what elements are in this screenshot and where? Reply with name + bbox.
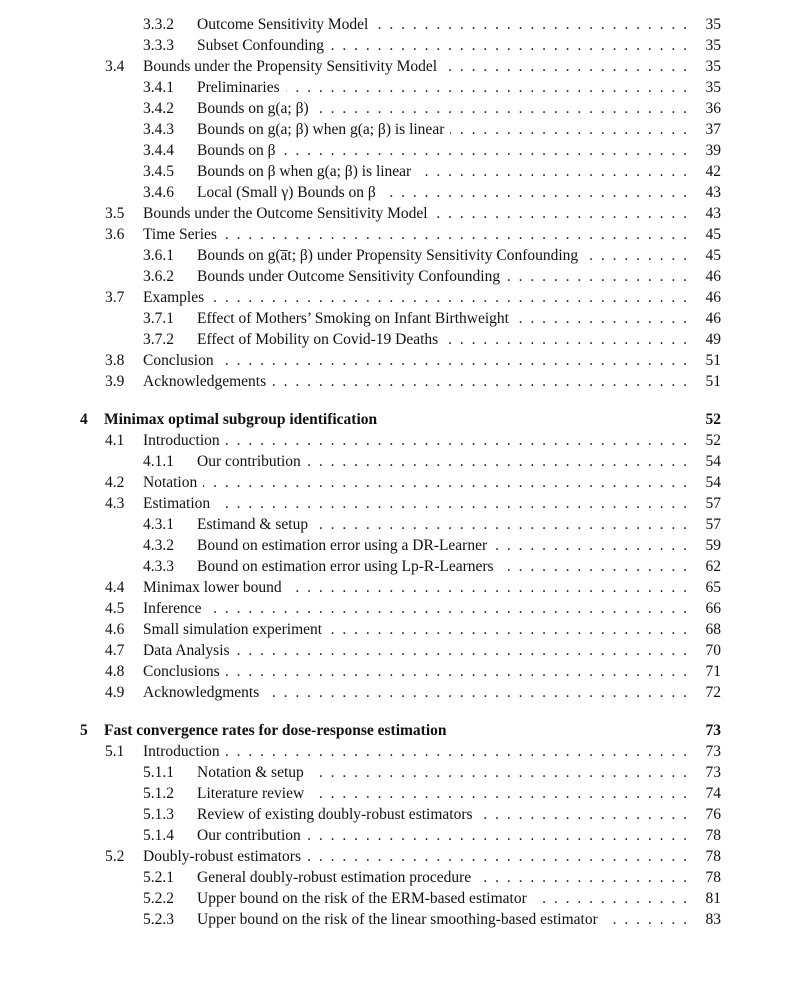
toc-entry-page: 83: [705, 911, 721, 928]
toc-entry-page: 81: [705, 890, 721, 907]
toc-entry-number: 4.1.1: [143, 453, 174, 470]
toc-entry-page: 78: [705, 848, 721, 865]
toc-entry-page: 46: [705, 268, 721, 285]
toc-entry[interactable]: [0, 888, 811, 909]
toc-entry[interactable]: [0, 640, 811, 661]
toc-entry-title: Time Series: [143, 226, 223, 243]
toc-entry-title: Upper bound on the risk of the ERM-based estimator: [197, 890, 533, 907]
toc-entry-title: Bounds under the Propensity Sensitivity Model: [143, 58, 443, 75]
toc-entry-number: 4.7: [105, 642, 125, 659]
toc-entry-title: Introduction: [143, 432, 226, 449]
toc-entry-page: 52: [705, 411, 721, 428]
toc-entry-title: Inference: [143, 600, 208, 617]
toc-entry-number: 4.2: [105, 474, 125, 491]
toc-entry-number: 5.1.2: [143, 785, 174, 802]
toc-entry-page: 49: [705, 331, 721, 348]
toc-entry-number: 5.2.2: [143, 890, 174, 907]
toc-entry-page: 51: [705, 373, 721, 390]
toc-entry-page: 74: [705, 785, 721, 802]
toc-entry[interactable]: [0, 909, 811, 930]
toc-entry-number: 3.4.6: [143, 184, 174, 201]
leader-dots: [143, 598, 687, 619]
toc-entry[interactable]: [0, 245, 811, 266]
toc-entry-number: 4.8: [105, 663, 125, 680]
toc-entry-page: 51: [705, 352, 721, 369]
toc-entry[interactable]: [0, 329, 811, 350]
toc-entry[interactable]: [0, 430, 811, 451]
toc-entry-title: Subset Confounding: [197, 37, 330, 54]
toc-entry-page: 35: [705, 16, 721, 33]
toc-entry[interactable]: [0, 598, 811, 619]
toc-entry[interactable]: [0, 287, 811, 308]
toc-entry-title: Bounds on g(a̅t; β) under Propensity Sensitivity Confounding: [197, 247, 584, 264]
toc-entry-title: Introduction: [143, 743, 226, 760]
toc-entry-number: 4.1: [105, 432, 125, 449]
toc-entry-page: 78: [705, 827, 721, 844]
toc-entry-title: Our contribution: [197, 827, 307, 844]
toc-entry-title: Estimation: [143, 495, 216, 512]
toc-entry-page: 57: [705, 495, 721, 512]
toc-entry-page: 73: [705, 743, 721, 760]
toc-entry[interactable]: [0, 266, 811, 287]
toc-entry[interactable]: [0, 846, 811, 867]
toc-entry-page: 65: [705, 579, 721, 596]
toc-entry-title: General doubly-robust estimation procedure: [197, 869, 477, 886]
toc-entry[interactable]: [0, 619, 811, 640]
toc-entry-number: 3.9: [105, 373, 125, 390]
leader-dots: [143, 224, 687, 245]
toc-entry-number: 4.5: [105, 600, 125, 617]
toc-entry[interactable]: [0, 308, 811, 329]
toc-entry-page: 76: [705, 806, 721, 823]
toc-entry-number: 3.7.1: [143, 310, 174, 327]
toc-entry-title: Fast convergence rates for dose-response estimation: [104, 722, 453, 739]
toc-entry[interactable]: [0, 119, 811, 140]
toc-entry[interactable]: [0, 825, 811, 846]
toc-entry-page: 43: [705, 205, 721, 222]
toc-entry-title: Acknowledgments: [143, 684, 265, 701]
toc-entry-page: 57: [705, 516, 721, 533]
toc-entry-title: Preliminaries: [197, 79, 286, 96]
toc-entry-page: 43: [705, 184, 721, 201]
toc-entry[interactable]: [0, 140, 811, 161]
toc-entry-title: Notation & setup: [197, 764, 310, 781]
toc-entry-title: Estimand & setup: [197, 516, 314, 533]
toc-entry-page: 66: [705, 600, 721, 617]
toc-entry[interactable]: [0, 371, 811, 392]
toc-entry-page: 78: [705, 869, 721, 886]
toc-entry-number: 4.3.3: [143, 558, 174, 575]
toc-entry-number: 4.3.2: [143, 537, 174, 554]
toc-entry-title: Effect of Mobility on Covid-19 Deaths: [197, 331, 444, 348]
toc-entry-page: 73: [705, 764, 721, 781]
toc-entry-page: 37: [705, 121, 721, 138]
toc-entry-page: 73: [705, 722, 721, 739]
toc-entry-title: Local (Small γ) Bounds on β: [197, 184, 382, 201]
toc-entry-number: 3.6: [105, 226, 125, 243]
toc-entry-number: 5.1.4: [143, 827, 174, 844]
toc-entry-number: 5.2.1: [143, 869, 174, 886]
toc-entry-page: 70: [705, 642, 721, 659]
toc-entry-page: 46: [705, 310, 721, 327]
toc-entry[interactable]: [0, 783, 811, 804]
toc-entry[interactable]: [0, 661, 811, 682]
toc-entry-title: Bounds under Outcome Sensitivity Confounding: [197, 268, 506, 285]
toc-entry-number: 3.4.1: [143, 79, 174, 96]
toc-entry-page: 46: [705, 289, 721, 306]
toc-entry-title: Conclusion: [143, 352, 220, 369]
toc-entry-number: 3.7: [105, 289, 125, 306]
toc-entry-title: Upper bound on the risk of the linear smoothing-based estimator: [197, 911, 604, 928]
toc-entry-page: 39: [705, 142, 721, 159]
toc-entry-title: Acknowledgements: [143, 373, 272, 390]
toc-entry[interactable]: [0, 203, 811, 224]
toc-entry[interactable]: [0, 14, 811, 35]
toc-entry-number: 3.5: [105, 205, 125, 222]
toc-entry-title: Minimax lower bound: [143, 579, 288, 596]
toc-entry-title: Bounds on β: [197, 142, 282, 159]
toc-entry-number: 3.6.1: [143, 247, 174, 264]
toc-entry-title: Bound on estimation error using Lp-R-Learners: [197, 558, 500, 575]
toc-entry-title: Bounds on β when g(a; β) is linear: [197, 163, 417, 180]
toc-entry-page: 54: [705, 453, 721, 470]
toc-entry-number: 3.4.4: [143, 142, 174, 159]
toc-entry-number: 5.2.3: [143, 911, 174, 928]
toc-entry-number: 3.4.3: [143, 121, 174, 138]
toc-entry-number: 5: [80, 722, 88, 739]
toc-entry[interactable]: [0, 350, 811, 371]
toc-entry[interactable]: [0, 804, 811, 825]
toc-entry-number: 3.4.2: [143, 100, 174, 117]
toc-entry-number: 4.6: [105, 621, 125, 638]
toc-entry-number: 5.2: [105, 848, 125, 865]
toc-entry-number: 4.3: [105, 495, 125, 512]
toc-entry-title: Bounds on g(a; β) when g(a; β) is linear: [197, 121, 450, 138]
toc-entry[interactable]: [0, 182, 811, 203]
toc-entry-page: 45: [705, 226, 721, 243]
toc-entry[interactable]: [0, 514, 811, 535]
toc-entry-page: 42: [705, 163, 721, 180]
toc-entry-title: Bounds under the Outcome Sensitivity Model: [143, 205, 434, 222]
toc-entry-number: 3.8: [105, 352, 125, 369]
toc-entry-page: 68: [705, 621, 721, 638]
toc-entry-title: Outcome Sensitivity Model: [197, 16, 374, 33]
toc-entry-page: 35: [705, 79, 721, 96]
toc-entry-number: 4.9: [105, 684, 125, 701]
toc-entry[interactable]: [0, 35, 811, 56]
leader-dots: [143, 287, 687, 308]
toc-entry-page: 35: [705, 37, 721, 54]
toc-entry-title: Conclusions: [143, 663, 226, 680]
toc-entry[interactable]: [0, 762, 811, 783]
toc-entry-title: Data Analysis: [143, 642, 236, 659]
toc-entry[interactable]: [0, 682, 811, 703]
toc-entry-number: 5.1.3: [143, 806, 174, 823]
toc-entry-page: 35: [705, 58, 721, 75]
toc-entry-title: Doubly-robust estimators: [143, 848, 307, 865]
toc-entry-number: 4: [80, 411, 88, 428]
toc-entry-number: 5.1.1: [143, 764, 174, 781]
toc-entry-title: Literature review: [197, 785, 310, 802]
toc-entry-number: 4.3.1: [143, 516, 174, 533]
toc-entry-title: Our contribution: [197, 453, 307, 470]
toc-entry[interactable]: [0, 56, 811, 77]
toc-entry-page: 72: [705, 684, 721, 701]
toc-entry-number: 5.1: [105, 743, 125, 760]
toc-entry[interactable]: [0, 741, 811, 762]
leader-dots: [143, 350, 687, 371]
toc-entry-number: 3.3.2: [143, 16, 174, 33]
toc-entry-title: Bound on estimation error using a DR-Learner: [197, 537, 493, 554]
toc-entry-page: 54: [705, 474, 721, 491]
toc-entry[interactable]: [0, 535, 811, 556]
leader-dots: [143, 472, 687, 493]
toc-entry-number: 4.4: [105, 579, 125, 596]
toc-entry[interactable]: [0, 556, 811, 577]
toc-entry-number: 3.3.3: [143, 37, 174, 54]
toc-entry-number: 3.7.2: [143, 331, 174, 348]
toc-entry-page: 71: [705, 663, 721, 680]
toc-entry[interactable]: [0, 77, 811, 98]
toc-entry[interactable]: [0, 472, 811, 493]
toc-entry[interactable]: [0, 98, 811, 119]
toc-entry-page: 36: [705, 100, 721, 117]
toc-entry[interactable]: [0, 409, 811, 430]
toc-entry-page: 59: [705, 537, 721, 554]
toc-entry[interactable]: [0, 577, 811, 598]
toc-entry[interactable]: [0, 224, 811, 245]
toc-entry-page: 52: [705, 432, 721, 449]
toc-entry[interactable]: [0, 161, 811, 182]
toc-entry-title: Examples: [143, 289, 210, 306]
toc-entry-number: 3.4.5: [143, 163, 174, 180]
toc-entry-title: Effect of Mothers’ Smoking on Infant Birthweight: [197, 310, 515, 327]
toc-entry-title: Review of existing doubly-robust estimators: [197, 806, 479, 823]
toc-entry-number: 3.4: [105, 58, 125, 75]
toc-entry[interactable]: [0, 451, 811, 472]
toc-entry-number: 3.6.2: [143, 268, 174, 285]
leader-dots: [143, 493, 687, 514]
toc-entry-title: Notation: [143, 474, 203, 491]
toc-entry-title: Bounds on g(a; β): [197, 100, 315, 117]
toc-entry[interactable]: [0, 493, 811, 514]
toc-entry[interactable]: [0, 867, 811, 888]
toc-entry-title: Minimax optimal subgroup identification: [104, 411, 383, 428]
toc-entry-page: 62: [705, 558, 721, 575]
toc-entry-page: 45: [705, 247, 721, 264]
toc-entry-title: Small simulation experiment: [143, 621, 328, 638]
toc-entry[interactable]: [0, 720, 811, 741]
